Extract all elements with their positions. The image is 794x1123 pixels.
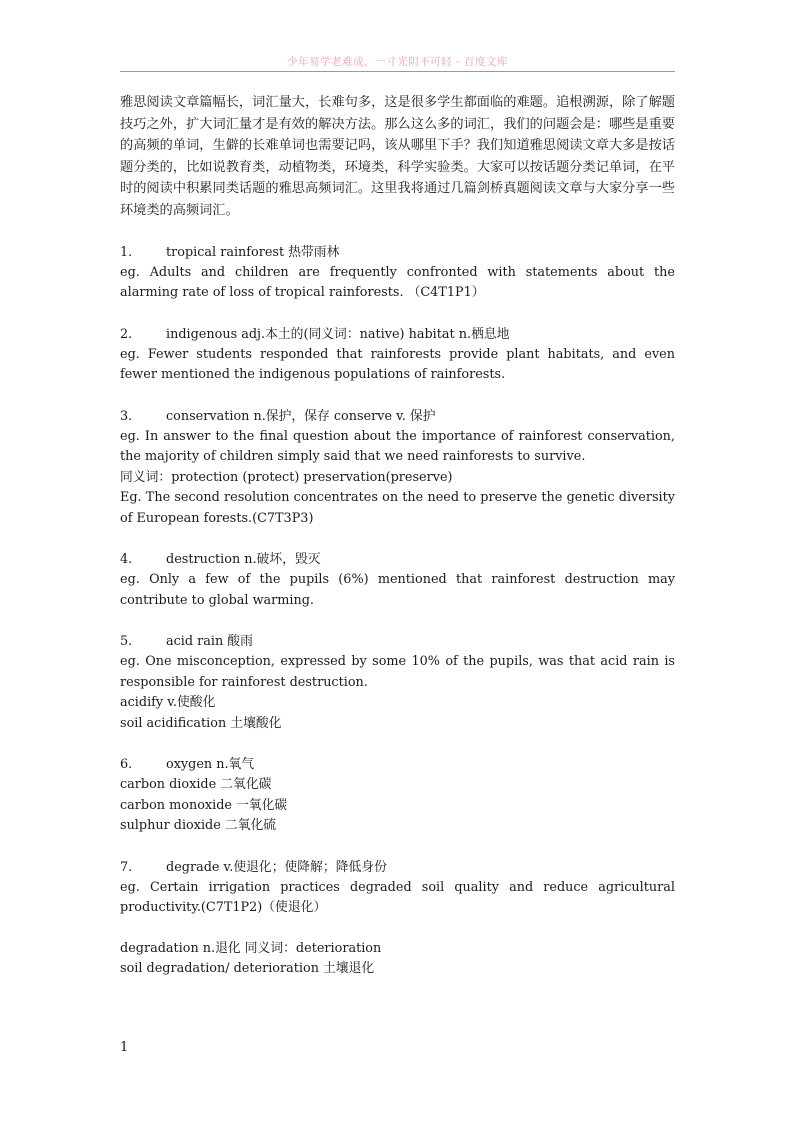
- entry-number: 5.: [120, 634, 133, 650]
- entry-term: destruction n.破坏，毁灭: [166, 552, 321, 568]
- vocab-entry-6: [120, 755, 675, 837]
- vocab-entry-3: [120, 407, 675, 530]
- example-sentence: eg. In answer to the final question about the importance of rainforest conservation, the majority of children simply said that we need rainforests to survive.: [120, 428, 675, 465]
- entry-heading: [120, 550, 675, 570]
- synonym-line: 同义词：protection (protect) preservation(preserve): [120, 469, 453, 485]
- entry-term: indigenous adj.本土的(同义词：native) habitat n.栖息地: [166, 326, 510, 342]
- entry-heading: [120, 858, 675, 878]
- entry-number: 7.: [120, 859, 133, 875]
- related-word: soil degradation/ deterioration 土壤退化: [120, 961, 375, 977]
- page-number: 1: [120, 1040, 129, 1055]
- spacer: [120, 919, 675, 939]
- entry-term: tropical rainforest 热带雨林: [166, 244, 340, 260]
- related-word: acidify v.使酸化: [120, 695, 216, 711]
- entry-number: 2.: [120, 326, 133, 342]
- entry-term: acid rain 酸雨: [166, 634, 253, 650]
- example-sentence: eg. One misconception, expressed by some 10% of the pupils, was that acid rain is responsible for rainforest destruction.: [120, 654, 675, 690]
- related-word: degradation n.退化 同义词：deterioration: [120, 940, 382, 956]
- header-divider: [120, 71, 675, 72]
- entry-term: degrade v.使退化；使降解；降低身份: [166, 859, 387, 875]
- example-sentence: eg. Adults and children are frequently confronted with statements about the alarming rate of loss of tropical rainforests. （C4T1P1）: [120, 264, 675, 301]
- example-sentence: Eg. The second resolution concentrates on the need to preserve the genetic diversity of European forests.(C7T3P3): [120, 490, 675, 526]
- related-word: carbon monoxide 一氧化碳: [120, 797, 288, 813]
- entry-heading: [120, 407, 675, 427]
- vocab-entry-2: [120, 325, 675, 386]
- entry-heading: [120, 755, 675, 775]
- entry-number: 6.: [120, 757, 133, 773]
- entry-number: 1.: [120, 244, 133, 260]
- vocab-entry-5: [120, 632, 675, 734]
- vocab-entry-1: [120, 243, 675, 304]
- example-sentence: eg. Fewer students responded that rainforests provide plant habitats, and even fewer mentioned the indigenous populations of rainforests.: [120, 346, 675, 383]
- example-sentence: eg. Only a few of the pupils (6%) mentioned that rainforest destruction may contribute to global warming.: [120, 572, 675, 608]
- document-body: [120, 92, 675, 980]
- vocab-entry-7: [120, 858, 675, 980]
- example-sentence: eg. Certain irrigation practices degraded soil quality and reduce agricultural productivity.(C7T1P2)（使退化）: [120, 879, 675, 916]
- entry-term: oxygen n.氧气: [166, 757, 255, 773]
- entry-heading: [120, 243, 675, 263]
- entry-number: 4.: [120, 552, 133, 568]
- intro-paragraph: 雅思阅读文章篇幅长，词汇量大，长难句多，这是很多学生都面临的难题。追根溯源，除了解题技巧之外，扩大词汇量才是有效的解决方法。那么这么多的词汇，我们的问题会是：哪些是重要的高频的单词，生僻的长难单词也需要记吗，该从哪里下手？我们知道雅思阅读文章大多是按话题分类的，比如说教育类，动植物类，环境类，科学实验类。大家可以按话题分类记单词，在平时的阅读中积累同类话题的雅思高频词汇。这里我将通过几篇剑桥真题阅读文章与大家分享一些环境类的高频词汇。: [120, 95, 675, 218]
- vocab-entry-4: [120, 550, 675, 611]
- entry-heading: [120, 325, 675, 345]
- entry-heading: [120, 632, 675, 652]
- entry-term: conservation n.保护，保存 conserve v. 保护: [166, 408, 436, 424]
- related-word: carbon dioxide 二氧化碳: [120, 777, 272, 793]
- entry-number: 3.: [120, 408, 133, 424]
- related-word: sulphur dioxide 二氧化硫: [120, 818, 277, 834]
- page-header: 少年易学老难成，一寸光阴不可轻 - 百度文库: [287, 56, 508, 68]
- related-word: soil acidification 土壤酸化: [120, 715, 282, 731]
